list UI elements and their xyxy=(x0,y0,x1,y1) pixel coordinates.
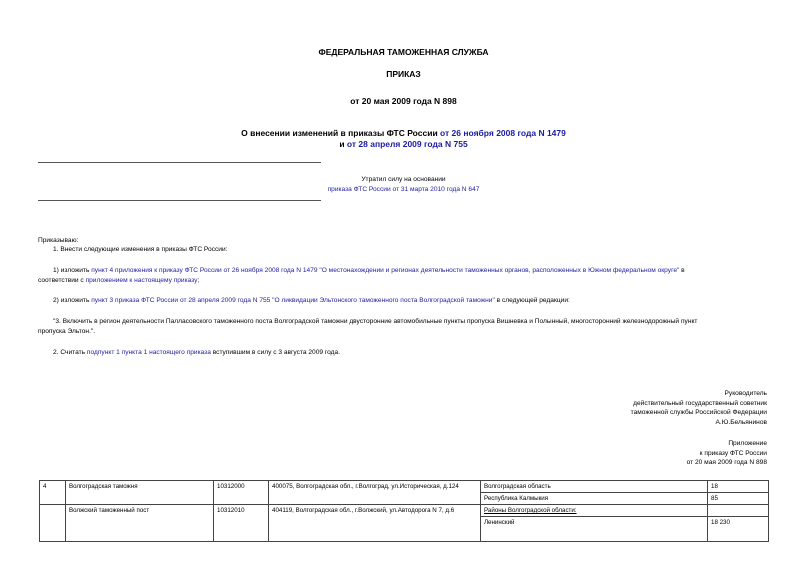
quote-line-2: пропуска Эльтон.". xyxy=(38,328,96,335)
status-line: Утратил силу на основании xyxy=(361,176,446,183)
p1-1-text-d: ; xyxy=(197,277,200,284)
p2-text-a: 2. Считать xyxy=(53,349,87,356)
p1-1-text-b: в xyxy=(679,267,685,274)
p1-2-link[interactable]: пункт 3 приказа ФТС России от 28 апреля 2009 года N 755 "О ликвидации Эльтонского таможенного поста Волгоградской таможни" xyxy=(91,297,495,304)
cell-address: 400075, Волгоградская обл., г.Волгоград, ул.Историческая, д.124 xyxy=(269,481,481,505)
quote-line-1: "3. Включить в регион деятельности Палласовского таможенного поста Волгоградской таможни двусторонние автомобильные пункты пропуска Вишневка и Полынный, многосторонний железнодорожный пункт xyxy=(53,318,698,325)
signature-role: Руководитель xyxy=(724,390,767,397)
table-row xyxy=(40,505,769,517)
intro-text: Приказываю: xyxy=(38,237,79,244)
agency-heading: ФЕДЕРАЛЬНАЯ ТАМОЖЕННАЯ СЛУЖБА xyxy=(318,47,489,57)
cell-okato: 18 xyxy=(708,481,769,493)
document-date-number: от 20 мая 2009 года N 898 xyxy=(350,96,457,106)
cell-region: Республика Калмыкия xyxy=(481,493,708,505)
appendix-table xyxy=(39,480,769,542)
cell-region: Ленинский xyxy=(481,517,708,542)
appendix-title: Приложение xyxy=(728,440,767,447)
p1-1-link[interactable]: пункт 4 приложения к приказу ФТС России от 26 ноября 2008 года N 1479 "О местонахождении и регионах деятельности таможенных органов, расположенных в Южном федеральном округе" xyxy=(91,267,680,274)
cell-code: 10312010 xyxy=(214,505,269,542)
signature-rank-1: действительный государственный советник xyxy=(633,399,767,407)
paragraph-1-1 xyxy=(53,266,768,276)
cell-code: 10312000 xyxy=(214,481,269,505)
signature-block xyxy=(631,389,767,427)
appendix-line-3: от 20 мая 2009 года N 898 xyxy=(686,459,767,466)
signature-rank-2: таможенной службы Российской Федерации xyxy=(630,409,767,416)
title-link-order-1479[interactable]: от 26 ноября 2008 года N 1479 xyxy=(440,128,566,138)
paragraph-1-1-cont xyxy=(38,276,199,286)
appendix-block xyxy=(687,439,767,468)
cell-region: Районы Волгоградской области: xyxy=(481,505,708,517)
title-and: и xyxy=(339,139,347,149)
cell-name: Волжский таможенный пост xyxy=(66,505,214,542)
divider-bottom xyxy=(38,200,321,201)
signature-name: А.Ю.Бельянинов xyxy=(715,418,767,426)
cell-okato: 18 230 xyxy=(708,517,769,542)
cell-region: Волгоградская область xyxy=(481,481,708,493)
cell-okato: 85 xyxy=(708,493,769,505)
document-title-line2 xyxy=(0,139,807,149)
p2-text-b: вступившим в силу с 3 августа 2009 года. xyxy=(210,349,341,356)
paragraph-1-2 xyxy=(53,296,570,306)
appendix-line-2: к приказу ФТС России xyxy=(699,449,767,457)
document-type: ПРИКАЗ xyxy=(386,69,421,79)
cell-num: 4 xyxy=(40,481,66,505)
p1-1-link-appendix[interactable]: приложением к настоящему приказу xyxy=(85,277,198,284)
cell-num xyxy=(40,505,66,542)
document-title xyxy=(0,128,807,138)
title-prefix: О внесении изменений в приказы ФТС России xyxy=(241,128,441,138)
p2-link[interactable]: подпункт 1 пункта 1 настоящего приказа xyxy=(86,349,211,356)
cell-address: 404119, Волгоградская обл., г.Волжский, ул.Автодорога N 7, д.6 xyxy=(269,505,481,542)
table-row xyxy=(40,481,769,493)
p1-2-text-b: в следующей редакции: xyxy=(494,297,570,304)
p1-1-text-c: соответствии с xyxy=(38,277,86,284)
paragraph-2 xyxy=(53,348,340,358)
divider-top xyxy=(38,162,321,163)
p1-1-text-a: 1) изложить xyxy=(53,267,92,274)
cell-name: Волгоградская таможня xyxy=(66,481,214,505)
cell-okato xyxy=(708,505,769,517)
status-link[interactable]: приказа ФТС России от 31 марта 2010 года N 647 xyxy=(327,186,480,193)
paragraph-1: 1. Внести следующие изменения в приказы ФТС России: xyxy=(53,246,228,253)
title-link-order-755[interactable]: от 28 апреля 2009 года N 755 xyxy=(346,139,468,149)
p1-2-text-a: 2) изложить xyxy=(53,297,92,304)
